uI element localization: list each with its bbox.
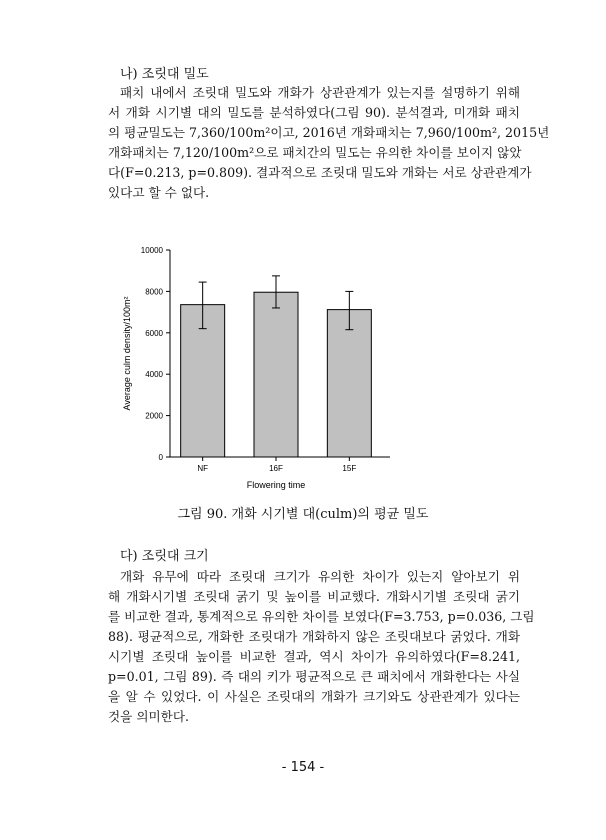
paragraph-line: 다(F=0.213, p=0.809). 결과적으로 조릿대 밀도와 개화는 서로 상관관계가: [108, 165, 532, 180]
paragraph-line: 88). 평균적으로, 개화한 조릿대가 개화하지 않은 조릿대보다 굵었다. 개화: [108, 629, 520, 644]
paragraph-line: 것을 의미한다.: [108, 709, 189, 724]
figure-caption: 그림 90. 개화 시기별 대(culm)의 평균 밀도: [177, 507, 429, 522]
paragraph-line: 서 개화 시기별 대의 밀도를 분석하였다(그림 90). 분석결과, 미개화 패치: [108, 105, 520, 120]
page-number: - 154 -: [281, 760, 325, 775]
paragraph-line: 의 평균밀도는 7,360/100m²이고, 2016년 개화패치는 7,960/100m², 2015년: [108, 125, 550, 140]
heading-culm-density: 나) 조릿대 밀도: [120, 67, 209, 82]
paragraph-line: 있다고 할 수 없다.: [108, 185, 210, 200]
paragraph-line: 개화 유무에 따라 조릿대 크기가 유의한 차이가 있는지 알아보기 위: [120, 569, 520, 584]
paragraph-line: 시기별 조릿대 높이를 비교한 결과, 역시 차이가 유의하였다(F=8.241,: [108, 649, 520, 664]
paragraph-line: 개화패치는 7,120/100m²으로 패치간의 밀도는 유의한 차이를 보이지 않았: [108, 145, 522, 160]
y-axis-label: Average culm density/100m²: [122, 296, 132, 411]
paragraph-line: 를 비교한 결과, 통계적으로 유의한 차이를 보였다(F=3.753, p=0.036, 그림: [108, 609, 535, 624]
y-tick-label: 4000: [145, 370, 163, 380]
paragraph-line: 패치 내에서 조릿대 밀도와 개화가 상관관계가 있는지를 설명하기 위해: [120, 85, 520, 100]
x-tick-label: 15F: [342, 464, 357, 473]
x-tick-label: NF: [197, 464, 209, 473]
y-tick-label: 10000: [140, 246, 163, 255]
x-axis-label: Flowering time: [246, 480, 306, 490]
bar: [327, 310, 371, 457]
paragraph-line: 을 알 수 있었다. 이 사실은 조릿대의 개화가 크기와도 상관관계가 있다는: [108, 689, 520, 704]
paragraph-line: p=0.01, 그림 89). 즉 대의 키가 평균적으로 큰 패치에서 개화한다는 사실: [108, 669, 520, 684]
y-tick-label: 0: [158, 453, 163, 462]
y-tick-label: 2000: [145, 411, 163, 421]
y-tick-label: 8000: [145, 287, 163, 297]
heading-culm-size: 다) 조릿대 크기: [120, 549, 209, 564]
y-tick-label: 6000: [145, 328, 163, 338]
bar: [254, 292, 298, 457]
culm-density-bar-chart: [110, 238, 410, 498]
x-tick-label: 16F: [269, 464, 283, 473]
paragraph-line: 해 개화시기별 조릿대 굵기 및 높이를 비교했다. 개화시기별 조릿대 굵기: [108, 589, 520, 604]
